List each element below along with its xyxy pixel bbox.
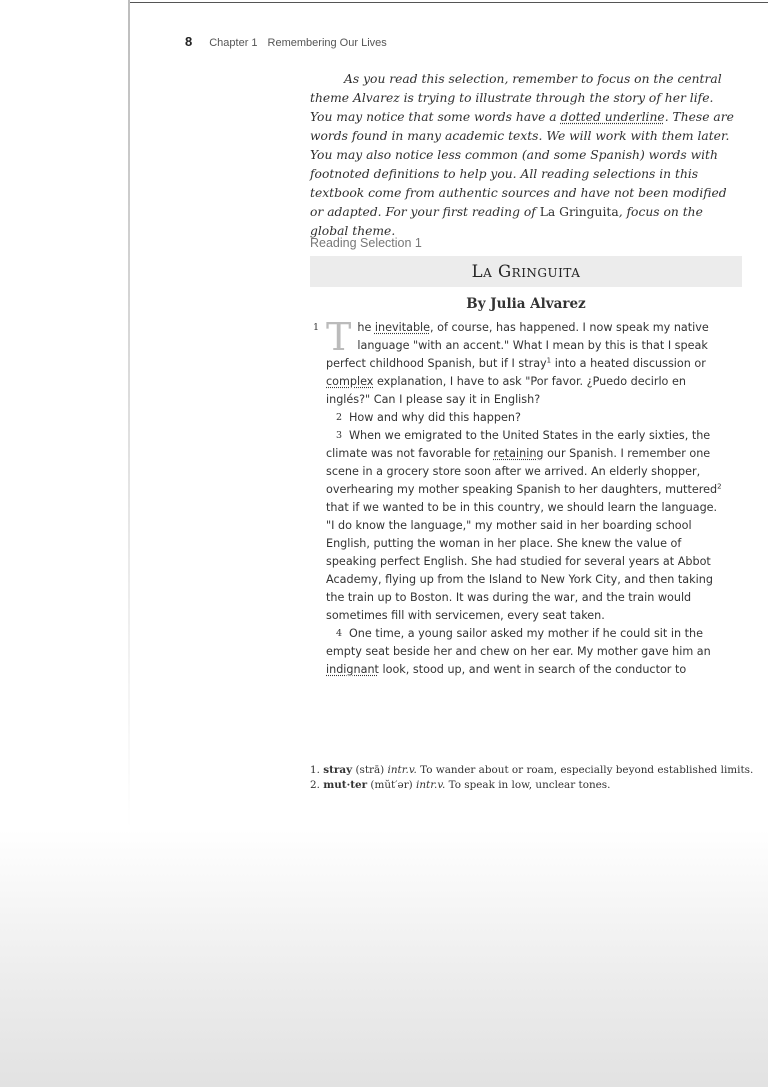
page-shadow	[0, 830, 768, 1087]
p3-text-b: our Spanish. I remember one scene in a grocery store soon after we arrived. An elderly shopper, overhearing my mother speaking Spanish to her daughters, muttered	[326, 447, 718, 496]
p1-text-d: explanation, I have to ask "Por favor. ¿Puedo decirlo en inglés?" Can I please say it in English?	[326, 375, 686, 406]
page-left-edge	[128, 0, 130, 830]
p1-text-b: , of course, has happened. I now speak my native language "with an accent." What I mean by this is that I speak perfect childhood Spanish, but if I stray	[326, 321, 709, 370]
footnote-part-of-speech: intr.v.	[387, 764, 417, 776]
footnote-pronunciation: (strā)	[355, 764, 385, 776]
vocab-word: indignant	[326, 663, 379, 676]
paragraph-4	[326, 625, 726, 679]
footnote-term: mut·ter	[323, 779, 368, 791]
footnote-pronunciation: (mŭt′ər)	[370, 779, 413, 791]
footnote-number: 1.	[310, 764, 320, 776]
page-top-edge	[130, 2, 768, 3]
reading-body	[313, 315, 726, 679]
p3-text-c: that if we wanted to be in this country, we should learn the language. "I do know the language," my mother said in her boarding school English, putting the woman in her place. She knew the value of speaking perfect English. She had studied for several years at Abbot Academy, flying up from the Island to New York City, and then taking the train up to Boston. It was during the war, and the train would sometimes fill with servicemen, every seat taken.	[326, 501, 718, 622]
paragraph-number: 4	[336, 628, 343, 639]
vocab-word: inevitable	[374, 321, 431, 334]
chapter-title: Remembering Our Lives	[267, 37, 387, 49]
vocab-word: complex	[326, 375, 374, 388]
running-head	[185, 34, 387, 52]
intro-text-2: . These are words found in many academic texts. We will work with them later. You may also notice less common (and some Spanish) words with footnoted definitions to help you. All reading selections in this textbook come from authentic sources and have not been modified or adapted. For your first reading of	[310, 110, 734, 219]
paragraph-number: 3	[336, 430, 343, 441]
footnote-1	[310, 763, 754, 778]
paragraph-number: 2	[336, 412, 343, 423]
p4-text-b: look, stood up, and went in search of the conductor to	[378, 663, 687, 676]
chapter-label: Chapter 1	[209, 37, 258, 49]
footnote-part-of-speech: intr.v.	[416, 779, 446, 791]
page-number: 8	[185, 34, 193, 49]
selection-label: Reading Selection 1	[310, 236, 422, 250]
footnote-2	[310, 778, 750, 793]
footnote-ref: 1	[546, 356, 552, 365]
footnote-number: 2.	[310, 779, 320, 791]
p1-text-a: he	[357, 321, 375, 334]
intro-dotted-term: dotted underline	[560, 110, 665, 124]
footnotes	[310, 763, 754, 793]
p1-text-c: into a heated discussion or	[551, 357, 706, 370]
paragraph-1	[313, 315, 726, 409]
paragraph-2	[326, 409, 726, 427]
paragraph-3	[326, 427, 726, 625]
footnote-term: stray	[323, 764, 353, 776]
p4-text-a: One time, a young sailor asked my mother if he could sit in the empty seat beside her and chew on her ear. My mother gave him an	[326, 627, 711, 658]
intro-work-title: La Gringuita	[539, 205, 619, 219]
drop-cap: T	[326, 315, 352, 359]
selection-title: La Gringuita	[471, 262, 581, 281]
intro-text-1: As you read this selection, remember to focus on the central theme Alvarez is trying to illustrate through the story of her life. You may notice that some words have a	[310, 72, 722, 124]
paragraph-number: 1	[313, 322, 320, 333]
intro-paragraph	[310, 70, 735, 241]
footnote-definition: To speak in low, unclear tones.	[448, 779, 611, 791]
vocab-word: retaining	[493, 447, 544, 460]
byline: By Julia Alvarez	[466, 296, 586, 312]
selection-title-band	[310, 256, 742, 287]
footnote-ref: 2	[717, 482, 722, 491]
intro-text-3: , focus on the global theme.	[310, 205, 703, 238]
p3-text-a: When we emigrated to the United States in the early sixties, the climate was not favorable for	[326, 429, 711, 460]
footnote-definition: To wander about or roam, especially beyond established limits.	[420, 764, 754, 776]
p2-text: How and why did this happen?	[349, 411, 521, 424]
